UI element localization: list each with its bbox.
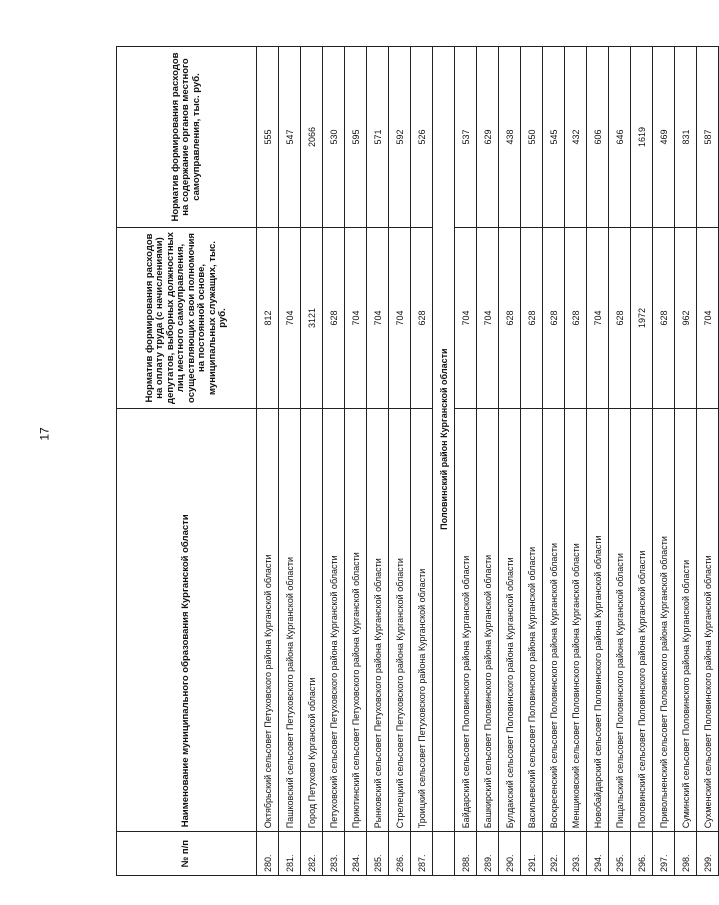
municipality-name: Воскресенский сельсовет Половинского района Курганской области [543,408,565,831]
municipality-name: Пищальский сельсовет Половинского района Курганской области [609,408,631,831]
section-title: Половинский район Курганской области [433,47,455,832]
table-row [389,47,411,876]
table-body-petukhovo [257,47,719,876]
page-number: 17 [37,427,52,441]
labor-norm-value: 628 [565,228,587,409]
table-row [675,47,697,876]
municipality-name: Булдакский сельсовет Половинского района Курганской области [499,408,521,831]
municipality-name: Сухменский сельсовет Половинского района Курганской области [697,408,719,831]
municipality-name: Город Петухово Курганской области [301,408,323,831]
table-row [697,47,719,876]
table-row [345,47,367,876]
maintenance-norm-value: 545 [543,47,565,228]
norms-table [116,46,719,876]
row-number: 288. [455,832,477,876]
row-number: 298. [675,832,697,876]
header-labor-norm: Норматив формирования расходов на оплату труда (с начислениями) депутатов, выборных должностных лиц местного самоуправления, осуществляющих свои полномочия на постоянной основе, муниципальных служащих, тыс. руб. [117,228,257,409]
table-row [609,47,631,876]
row-number: 282. [301,832,323,876]
header-maintenance-norm: Норматив формирования расходов на содержание органов местного самоуправления, тыс. руб. [117,47,257,228]
row-number: 287. [411,832,433,876]
maintenance-norm-value: 1619 [631,47,653,228]
municipality-name: Половинский сельсовет Половинского района Курганской области [631,408,653,831]
maintenance-norm-value: 550 [521,47,543,228]
table-row [301,47,323,876]
section-row [433,47,455,876]
municipality-name: Октябрьский сельсовет Петуховского района Курганской области [257,408,279,831]
header-name: Наименование муниципального образования Курганской области [117,408,257,831]
maintenance-norm-value: 438 [499,47,521,228]
row-number: 284. [345,832,367,876]
table-row [565,47,587,876]
row-number: 286. [389,832,411,876]
municipality-name: Приютинский сельсовет Петуховского района Курганской области [345,408,367,831]
maintenance-norm-value: 629 [477,47,499,228]
municipality-name: Васильевский сельсовет Половинского района Курганской области [521,408,543,831]
row-number: 299. [697,832,719,876]
rotated-table-frame [116,46,713,876]
table-row [653,47,675,876]
table-row [499,47,521,876]
labor-norm-value: 704 [455,228,477,409]
table-row [279,47,301,876]
maintenance-norm-value: 2066 [301,47,323,228]
municipality-name: Менщиковский сельсовет Половинского района Курганской области [565,408,587,831]
table-row [367,47,389,876]
labor-norm-value: 3121 [301,228,323,409]
maintenance-norm-value: 595 [345,47,367,228]
row-number: 291. [521,832,543,876]
table-row [587,47,609,876]
maintenance-norm-value: 592 [389,47,411,228]
labor-norm-value: 628 [521,228,543,409]
maintenance-norm-value: 547 [279,47,301,228]
maintenance-norm-value: 587 [697,47,719,228]
maintenance-norm-value: 831 [675,47,697,228]
header-row [117,47,257,876]
table-row [323,47,345,876]
labor-norm-value: 704 [389,228,411,409]
row-number: 280. [257,832,279,876]
municipality-name: Троицкий сельсовет Петуховского района Курганской области [411,408,433,831]
maintenance-norm-value: 432 [565,47,587,228]
maintenance-norm-value: 469 [653,47,675,228]
section-num-cell [433,832,455,876]
row-number: 296. [631,832,653,876]
labor-norm-value: 628 [609,228,631,409]
municipality-name: Петуховский сельсовет Петуховского района Курганской области [323,408,345,831]
maintenance-norm-value: 571 [367,47,389,228]
labor-norm-value: 704 [697,228,719,409]
labor-norm-value: 812 [257,228,279,409]
municipality-name: Стрелецкий сельсовет Петуховского района Курганской области [389,408,411,831]
municipality-name: Рынковский сельсовет Петуховского района Курганской области [367,408,389,831]
table-row [411,47,433,876]
labor-norm-value: 704 [587,228,609,409]
row-number: 294. [587,832,609,876]
row-number: 281. [279,832,301,876]
labor-norm-value: 628 [323,228,345,409]
labor-norm-value: 628 [499,228,521,409]
row-number: 285. [367,832,389,876]
table-header [117,47,257,876]
row-number: 292. [543,832,565,876]
row-number: 293. [565,832,587,876]
labor-norm-value: 628 [543,228,565,409]
labor-norm-value: 704 [345,228,367,409]
table-row [521,47,543,876]
table-row [257,47,279,876]
table-row [543,47,565,876]
labor-norm-value: 704 [477,228,499,409]
row-number: 290. [499,832,521,876]
municipality-name: Пашковский сельсовет Петуховского района Курганской области [279,408,301,831]
maintenance-norm-value: 555 [257,47,279,228]
maintenance-norm-value: 537 [455,47,477,228]
municipality-name: Новобайдарский сельсовет Половинского района Курганской области [587,408,609,831]
row-number: 295. [609,832,631,876]
labor-norm-value: 628 [411,228,433,409]
labor-norm-value: 704 [367,228,389,409]
maintenance-norm-value: 530 [323,47,345,228]
labor-norm-value: 704 [279,228,301,409]
municipality-name: Суминский сельсовет Половинского района Курганской области [675,408,697,831]
labor-norm-value: 1972 [631,228,653,409]
table-row [455,47,477,876]
table-row [477,47,499,876]
maintenance-norm-value: 646 [609,47,631,228]
row-number: 289. [477,832,499,876]
maintenance-norm-value: 606 [587,47,609,228]
row-number: 297. [653,832,675,876]
row-number: 283. [323,832,345,876]
maintenance-norm-value: 526 [411,47,433,228]
labor-norm-value: 628 [653,228,675,409]
municipality-name: Башкирский сельсовет Половинского района Курганской области [477,408,499,831]
header-num: № п/п [117,832,257,876]
labor-norm-value: 962 [675,228,697,409]
municipality-name: Байдарский сельсовет Половинского района Курганской области [455,408,477,831]
table-row [631,47,653,876]
municipality-name: Привольненский сельсовет Половинского района Курганской области [653,408,675,831]
